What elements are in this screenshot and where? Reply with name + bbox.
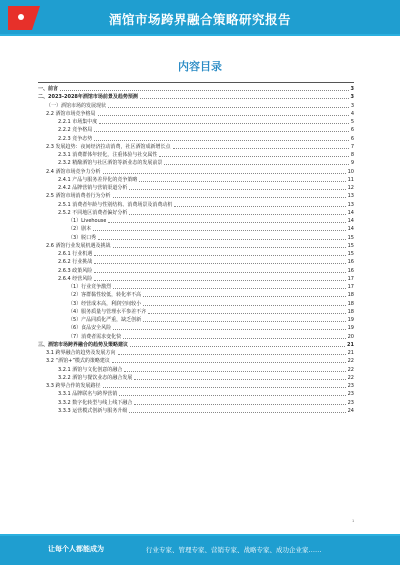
toc-leader-dots (124, 371, 345, 372)
toc-entry-label: 3.3.1 品牌联名与跨界营销 (58, 391, 118, 398)
toc-entry[interactable] (38, 135, 354, 143)
toc-leader-dots (130, 346, 345, 347)
toc-leader-dots (129, 189, 345, 190)
toc-entry-label: 2.2 酒馆市场竞争格局 (46, 110, 96, 117)
toc-leader-dots (118, 354, 346, 355)
report-title: 酒馆市场跨界融合策略研究报告 (108, 12, 291, 27)
toc-entry-page: 18 (347, 308, 354, 315)
toc-entry-page: 19 (347, 325, 354, 332)
page-number: 1 (352, 518, 355, 523)
toc-leader-dots (143, 296, 345, 297)
toc-entry[interactable] (38, 316, 354, 324)
toc-leader-dots (112, 362, 346, 363)
toc-entry[interactable] (38, 267, 354, 275)
toc-entry-label: 2.3 发展趋势：夜间经济拉动消费，社区酒馆成新增长点 (46, 143, 171, 150)
toc-leader-dots (113, 329, 345, 330)
toc-entry[interactable] (38, 234, 354, 242)
toc-entry[interactable] (38, 324, 354, 332)
toc-entry-label: 3.2 “酒馆+”模式的策略建议 (46, 358, 110, 365)
toc-leader-dots (159, 156, 348, 157)
toc-heading: 内容目录 (178, 60, 222, 73)
toc-entry[interactable] (38, 85, 354, 93)
footer-slogan: 让每个人都能成为 (48, 545, 104, 553)
toc-entry-page: 14 (347, 209, 354, 216)
toc-entry-page: 14 (347, 218, 354, 224)
toc-entry-page: 17 (347, 284, 354, 290)
toc-entry-label: 2.2.1 市场集中度 (58, 119, 98, 125)
toc-entry-page: 13 (347, 201, 354, 208)
toc-entry[interactable] (38, 275, 354, 283)
toc-entry-page: 6 (350, 135, 354, 142)
toc-leader-dots (94, 140, 349, 141)
toc-entry-page: 8 (350, 152, 354, 158)
toc-entry-label: 3.3.3 运营模式创新与服务升级 (58, 407, 128, 414)
toc-entry[interactable] (38, 349, 354, 357)
toc-entry-page: 23 (347, 383, 354, 389)
toc-entry-label: （2）客群黏性较低，转化率不高 (68, 292, 142, 299)
toc-entry[interactable] (38, 300, 354, 308)
toc-entry-page: 22 (347, 358, 354, 365)
toc-entry[interactable] (38, 341, 354, 349)
toc-entry[interactable] (38, 184, 354, 192)
toc-entry[interactable] (38, 382, 354, 390)
toc-entry-label: 2.6.1 行业机遇 (58, 251, 93, 257)
toc-entry-label: 3.3.2 数字化转型与线上线下融合 (58, 399, 133, 406)
toc-entry-page: 24 (347, 407, 354, 414)
toc-leader-dots (143, 305, 345, 306)
toc-entry[interactable] (38, 258, 354, 266)
toc-entry[interactable] (38, 374, 354, 382)
toc-entry[interactable] (38, 366, 354, 374)
toc-leader-dots (108, 222, 345, 223)
toc-entry-label: （1）行业竞争激烈 (68, 284, 112, 290)
toc-entry[interactable] (38, 333, 354, 341)
toc-top-rule (38, 82, 354, 83)
toc-entry-page: 6 (350, 127, 354, 134)
toc-entry-page: 3 (350, 94, 354, 101)
toc-entry-page: 17 (347, 275, 354, 282)
toc-entry[interactable] (38, 357, 354, 365)
toc-leader-dots (94, 263, 345, 264)
toc-entry-label: 2.5 酒馆市场消费者行为分析 (46, 193, 111, 200)
toc-leader-dots (108, 107, 349, 108)
toc-entry-page: 19 (347, 317, 354, 323)
toc-entry[interactable] (38, 118, 354, 126)
toc-entry-page: 20 (347, 333, 354, 340)
toc-leader-dots (140, 98, 349, 99)
toc-leader-dots (134, 379, 345, 380)
toc-entry-page: 22 (347, 366, 354, 373)
toc-entry-label: 2.6.3 政策风险 (58, 267, 93, 274)
toc-entry-page: 14 (347, 226, 354, 233)
toc-entry-label: （一）酒馆市场的发展现状 (46, 102, 107, 109)
toc-leader-dots (123, 338, 345, 339)
toc-entry-label: （6）食品安全风险 (68, 325, 112, 332)
toc-leader-dots (98, 115, 349, 116)
toc-leader-dots (134, 404, 345, 405)
toc-entry[interactable] (38, 159, 354, 167)
toc-entry[interactable] (38, 242, 354, 250)
toc-entry[interactable] (38, 110, 354, 118)
toc-entry-label: （4）服务质量与管理水平参差不齐 (68, 308, 147, 315)
toc-entry-page: 18 (347, 300, 354, 307)
toc-entry-label: 2.6 酒馆行业发展机遇及挑战 (46, 242, 111, 249)
toc-entry-page: 23 (347, 399, 354, 406)
toc-entry-page: 13 (347, 193, 354, 200)
toc-entry-label: 2.4.1 产品与服务差异化的竞争策略 (58, 176, 138, 183)
toc-entry-label: 2.5.2 不同地区消费者偏好分析 (58, 209, 128, 216)
toc-entry-page: 16 (347, 267, 354, 274)
toc-entry-label: 2.2.3 竞争态势 (58, 135, 93, 142)
toc-entry-label: （7）消费者需求变化快 (68, 333, 122, 340)
toc-leader-dots (99, 123, 349, 124)
toc-entry-label: 二、2023-2028年酒馆市场前景及趋势预测 (38, 94, 138, 101)
toc-leader-dots (94, 280, 345, 281)
toc-entry[interactable] (38, 192, 354, 200)
toc-leader-dots (143, 321, 345, 322)
toc-entry[interactable] (38, 176, 354, 184)
toc-entry-label: 3.3 跨界合作的发展路径 (46, 383, 101, 389)
header-divider (0, 34, 400, 36)
toc-entry-page: 16 (347, 259, 354, 266)
toc-entry-page: 15 (347, 242, 354, 249)
toc-leader-dots (164, 164, 348, 165)
toc-entry-label: （2）剧本 (68, 226, 92, 233)
toc-entry[interactable] (38, 168, 354, 176)
toc-entry-label: 2.4.2 品牌营销与营销渠道分析 (58, 185, 128, 191)
toc-entry[interactable] (38, 143, 354, 151)
toc-entry-page: 5 (350, 119, 354, 125)
toc-entry-label: （1）Livehouse (68, 218, 107, 224)
toc-entry-label: 2.3.2 精酿酒馆与社区酒馆等新业态的发展前景 (58, 160, 163, 167)
toc-entry-label: 三、酒馆市场跨界融合的趋势及策略建议 (38, 341, 129, 348)
toc-entry-label: 3.1 跨界融合的趋势及发展方向 (46, 350, 116, 356)
footer-bar (0, 534, 400, 565)
toc-entry-label: 2.5.1 消费者年龄与性别结构、消费场景及消费动机 (58, 201, 173, 208)
toc-leader-dots (94, 272, 345, 273)
toc-entry-page: 12 (347, 185, 354, 191)
toc-leader-dots (103, 387, 346, 388)
toc-entry-label: 2.3.1 消费群体年轻化，注重体验与社交属性 (58, 152, 158, 158)
toc-leader-dots (129, 412, 345, 413)
toc-entry-page: 4 (350, 110, 354, 117)
toc-entry-label: 2.2.2 竞争格局 (58, 127, 93, 134)
toc-entry-page: 21 (347, 350, 354, 356)
toc-leader-dots (60, 90, 349, 91)
toc-entry-label: 一、前言 (38, 86, 59, 92)
footer-divider (0, 534, 400, 536)
toc-entry-page: 15 (347, 251, 354, 257)
toc-entry-page: 11 (347, 176, 354, 183)
toc-entry[interactable] (38, 407, 354, 415)
toc-entry[interactable] (38, 399, 354, 407)
toc-entry-label: （3）脱口秀 (68, 234, 97, 241)
toc-list (38, 85, 354, 415)
toc-leader-dots (139, 181, 345, 182)
toc-leader-dots (148, 313, 345, 314)
toc-entry-page: 3 (350, 102, 354, 109)
report-header (0, 0, 400, 36)
toc-entry[interactable] (38, 225, 354, 233)
toc-entry-label: 2.6.4 经营风险 (58, 275, 93, 282)
toc-leader-dots (173, 148, 349, 149)
toc-leader-dots (174, 206, 345, 207)
toc-entry-page: 15 (347, 234, 354, 241)
toc-leader-dots (93, 230, 345, 231)
toc-entry[interactable] (38, 93, 354, 101)
toc-entry-page: 9 (350, 160, 354, 167)
toc-entry-page: 3 (350, 86, 354, 92)
toc-entry-page: 23 (347, 391, 354, 398)
toc-entry[interactable] (38, 201, 354, 209)
toc-entry[interactable] (38, 291, 354, 299)
toc-leader-dots (94, 131, 349, 132)
toc-entry-page: 21 (347, 341, 354, 348)
toc-entry-page: 22 (347, 374, 354, 381)
toc-entry[interactable] (38, 126, 354, 134)
toc-entry-label: 2.4 酒馆市场竞争力分析 (46, 168, 101, 175)
toc-entry[interactable] (38, 102, 354, 110)
toc-entry[interactable] (38, 308, 354, 316)
toc-leader-dots (98, 239, 345, 240)
toc-leader-dots (113, 247, 346, 248)
toc-entry-label: 2.6.2 行业挑战 (58, 259, 93, 266)
toc-entry[interactable] (38, 151, 354, 159)
toc-entry-label: 3.2.1 酒馆与文化创意的融合 (58, 366, 123, 373)
toc-entry-label: （5）产品同质化严重，缺乏创新 (68, 317, 142, 323)
footer-roles: 行业专家、管理专家、营销专家、战略专家、成功企业家…… (146, 546, 322, 554)
toc-entry[interactable] (38, 283, 354, 291)
toc-leader-dots (113, 197, 346, 198)
toc-leader-dots (119, 395, 345, 396)
toc-entry[interactable] (38, 250, 354, 258)
toc-entry-label: 3.2.2 酒馆与餐饮业态的融合发展 (58, 374, 133, 381)
toc-entry-page: 10 (347, 168, 354, 175)
toc-leader-dots (129, 214, 345, 215)
toc-entry[interactable] (38, 217, 354, 225)
toc-entry-label: （3）经营成本高，利润空间较小 (68, 300, 142, 307)
toc-entry-page: 18 (347, 292, 354, 299)
toc-leader-dots (103, 173, 346, 174)
toc-entry[interactable] (38, 209, 354, 217)
toc-entry-page: 7 (350, 143, 354, 150)
toc-leader-dots (94, 255, 345, 256)
toc-leader-dots (113, 288, 345, 289)
toc-entry[interactable] (38, 390, 354, 398)
